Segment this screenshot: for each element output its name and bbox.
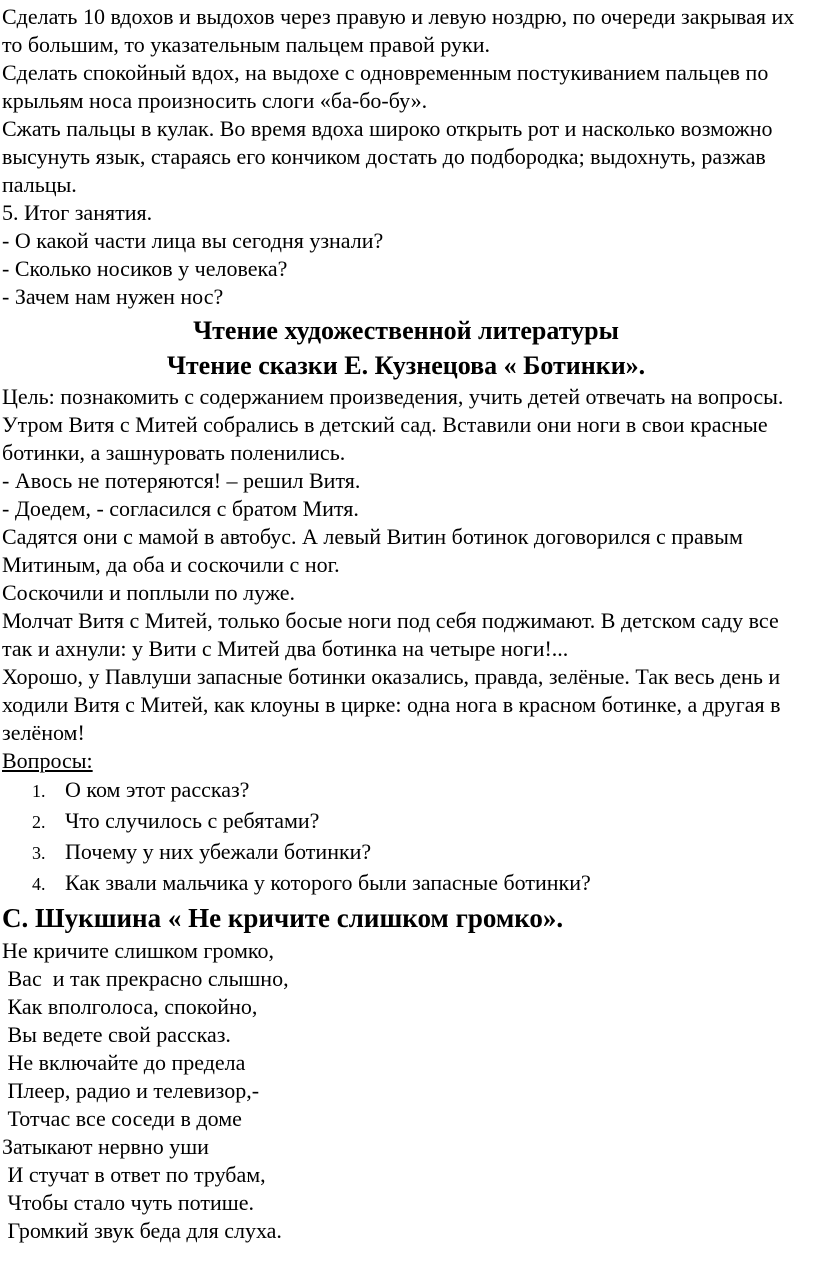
question-item-3 <box>2 837 810 868</box>
question-item-2 <box>2 806 810 837</box>
question-line-how-many-noses: - Сколько носиков у человека? <box>2 256 288 281</box>
poem-line-4: Вы ведете свой рассказ. <box>2 1022 231 1047</box>
paragraph-story-4: Садятся они с мамой в автобус. А левый Витин ботинок договорился с правым Митиным, да оба и соскочили с ног. <box>2 524 743 577</box>
poem-line-5: Не включайте до предела <box>2 1050 246 1075</box>
poem-line-8: Затыкают нервно уши <box>2 1134 209 1159</box>
question-number-2: 2. <box>32 812 46 832</box>
paragraph-story-6: Молчат Витя с Митей, только босые ноги под себя поджимают. В детском саду все так и ахнули: у Вити с Митей два ботинка на четыре ноги!... <box>2 608 779 661</box>
poem <box>2 937 810 1245</box>
question-text-3: Почему у них убежали ботинки? <box>65 839 372 864</box>
section-heading-reading-literature: Чтение художественной литературы <box>193 316 619 345</box>
question-line-face-part: - О какой части лица вы сегодня узнали? <box>2 228 384 253</box>
questions-label: Вопросы: <box>2 748 93 773</box>
question-text-2: Что случилось с ребятами? <box>65 808 320 833</box>
question-number-1: 1. <box>32 781 46 801</box>
poem-line-3: Как вполголоса, спокойно, <box>2 994 258 1019</box>
question-number-3: 3. <box>32 843 46 863</box>
poem-heading: С. Шукшина « Не кричите слишком громко». <box>2 903 564 933</box>
paragraph-story-3: - Доедем, - согласился с братом Митя. <box>2 496 359 521</box>
questions-list <box>2 775 810 899</box>
section-heading-block <box>2 313 810 383</box>
paragraph-breathing-exercise-3: Сжать пальцы в кулак. Во время вдоха широко открыть рот и насколько возможно высунуть язык, стараясь его кончиком достать до подбородка; выдохнуть, разжав пальцы. <box>2 116 773 197</box>
question-text-4: Как звали мальчика у которого были запасные ботинки? <box>65 870 591 895</box>
question-number-4: 4. <box>32 874 46 894</box>
paragraph-story-2: - Авось не потеряются! – решил Витя. <box>2 468 361 493</box>
paragraph-story-1: Утром Витя с Митей собрались в детский сад. Вставили они ноги в свои красные ботинки, а зашнуровать поленились. <box>2 412 768 465</box>
section-heading-story-title: Чтение сказки Е. Кузнецова « Ботинки». <box>166 351 646 380</box>
paragraph-goal: Цель: познакомить с содержанием произведения, учить детей отвечать на вопросы. <box>2 384 784 409</box>
poem-line-9: И стучат в ответ по трубам, <box>2 1162 266 1187</box>
question-line-why-nose: - Зачем нам нужен нос? <box>2 284 224 309</box>
question-text-1: О ком этот рассказ? <box>65 777 250 802</box>
poem-line-11: Громкий звук беда для слуха. <box>2 1218 282 1243</box>
poem-line-1: Не кричите слишком громко, <box>2 938 274 963</box>
paragraph-story-7: Хорошо, у Павлуши запасные ботинки оказались, правда, зелёные. Так весь день и ходили Витя с Митей, как клоуны в цирке: одна нога в красном ботинке, а другая в зелёном! <box>2 664 781 745</box>
paragraph-lesson-summary: 5. Итог занятия. <box>2 200 153 225</box>
paragraph-breathing-exercise-1: Сделать 10 вдохов и выдохов через правую и левую ноздрю, по очереди закрывая их то большим, то указательным пальцем правой руки. <box>2 4 795 57</box>
question-item-4 <box>2 868 810 899</box>
question-item-1 <box>2 775 810 806</box>
paragraph-story-5: Соскочили и поплыли по луже. <box>2 580 296 605</box>
poem-line-7: Тотчас все соседи в доме <box>2 1106 242 1131</box>
paragraph-breathing-exercise-2: Сделать спокойный вдох, на выдохе с одновременным постукиванием пальцев по крыльям носа произносить слоги «ба-бо-бу». <box>2 60 769 113</box>
poem-line-10: Чтобы стало чуть потише. <box>2 1190 254 1215</box>
poem-line-2: Вас и так прекрасно слышно, <box>2 966 289 991</box>
poem-line-6: Плеер, радио и телевизор,- <box>2 1078 260 1103</box>
